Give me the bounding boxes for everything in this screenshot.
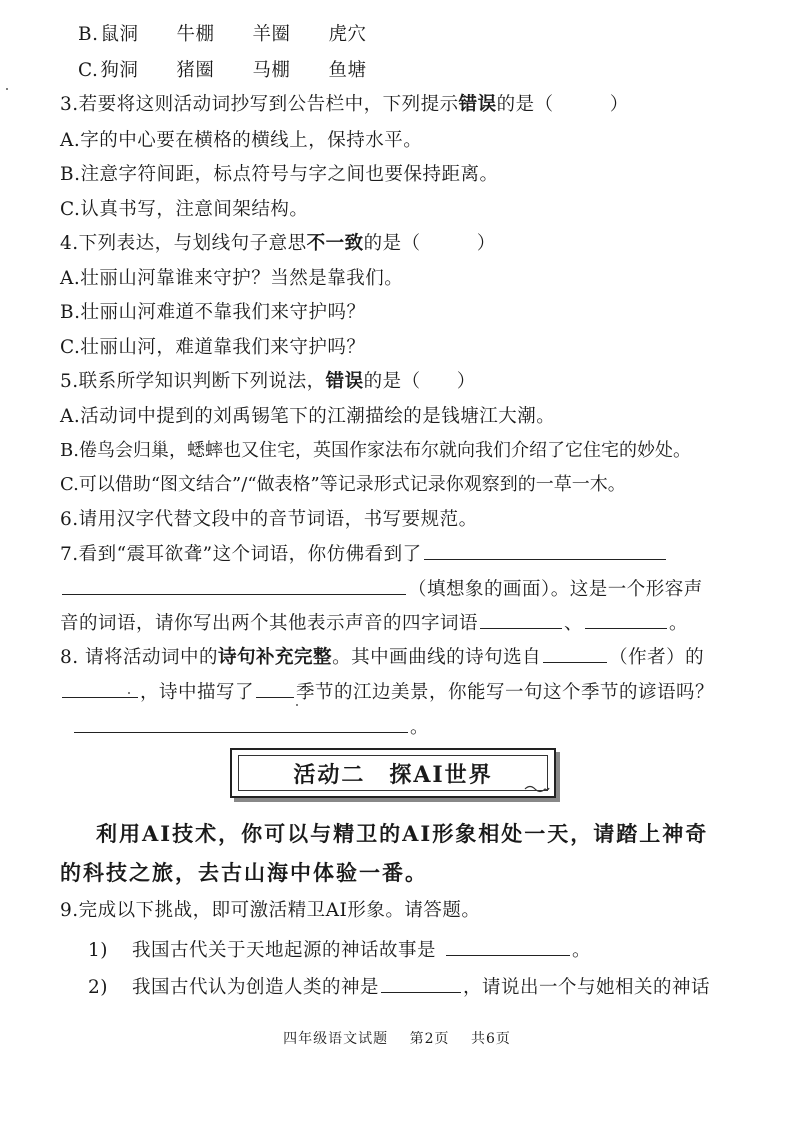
answer-blank[interactable]: [446, 937, 570, 956]
q3-option-a: A.字的中心要在横格的横线上，保持水平。: [60, 130, 423, 151]
answer-blank[interactable]: [62, 576, 406, 595]
activity-banner: [230, 748, 556, 798]
intro-line2: 的科技之旅，去古山海中体验一番。: [60, 860, 428, 885]
q3-stem: 3.若要将这则活动词抄写到公告栏中，下列提示错误的是（ ）: [60, 94, 629, 115]
q7-line3: 音的词语，请你写出两个其他表示声音的四字词语 、 。: [60, 610, 688, 637]
scan-speck: [296, 704, 298, 706]
q5-stem: 5.联系所学知识判断下列说法，错误的是（ ）: [60, 371, 476, 392]
q5-option-a: A.活动词中提到的刘禹锡笔下的江潮描绘的是钱塘江大潮。: [60, 406, 556, 427]
scroll-curl-icon: [524, 784, 550, 794]
banner-title: 活动二 探AI世界: [293, 762, 493, 788]
q4-option-c: C.壮丽山河，难道靠我们来守护吗？: [60, 337, 366, 358]
answer-blank[interactable]: [62, 679, 138, 698]
q4-stem: 4.下列表达，与划线句子意思不一致的是（ ）: [60, 233, 496, 254]
q9-stem: 9.完成以下挑战，即可激活精卫AI形象。请答题。: [60, 900, 481, 921]
q7-line1: 7.看到“震耳欲聋”这个词语，你仿佛看到了: [60, 541, 668, 568]
scan-speck: [6, 88, 8, 90]
q5-option-c: C.可以借助“图文结合”/“做表格”等记录形式记录你观察到的一草一木。: [60, 474, 626, 495]
q8-line2: ，诗中描写了 季节的江边美景，你能写一句这个季节的谚语吗？: [60, 679, 714, 706]
q4-option-b: B.壮丽山河难道不靠我们来守护吗？: [60, 302, 366, 323]
footer-title: 四年级语文试题: [283, 1031, 389, 1047]
q7-line2: （填想象的画面）。这是一个形容声: [60, 576, 703, 603]
q9-sub2: 2) 我国古代认为创造人类的神是 ，请说出一个与她相关的神话: [88, 974, 710, 1001]
scan-speck: [128, 692, 130, 694]
answer-blank[interactable]: [585, 610, 667, 629]
q3-option-c: C.认真书写，注意间架结构。: [60, 199, 309, 220]
answer-blank[interactable]: [381, 974, 461, 993]
answer-blank[interactable]: [480, 610, 562, 629]
q8-line3: 。: [72, 714, 429, 741]
answer-blank[interactable]: [256, 679, 294, 698]
footer-page: 第2页: [409, 1031, 450, 1047]
page-footer: [0, 1028, 794, 1048]
q2-option-c: C. 狗洞 猪圈 马棚 鱼塘: [78, 60, 367, 81]
answer-blank[interactable]: [424, 541, 666, 560]
q5-option-b: B.倦鸟会归巢，蟋蟀也又住宅，英国作家法布尔就向我们介绍了它住宅的妙处。: [60, 440, 691, 461]
q3-option-b: B.注意字符间距，标点符号与字之间也要保持距离。: [60, 164, 499, 185]
answer-blank[interactable]: [74, 714, 408, 733]
answer-blank[interactable]: [543, 644, 607, 663]
q2-option-b: B. 鼠洞 牛棚 羊圈 虎穴: [78, 24, 367, 45]
intro-line1: 利用AI技术，你可以与精卫的AI形象相处一天，请踏上神奇: [96, 821, 709, 846]
q8-line1: 8. 请将活动词中的诗句补充完整。其中画曲线的诗句选自 （作者）的: [60, 644, 704, 671]
footer-total: 共6页: [470, 1031, 511, 1047]
q6-stem: 6.请用汉字代替文段中的音节词语，书写要规范。: [60, 509, 478, 530]
q9-sub1: 1) 我国古代关于天地起源的神话故事是 。: [88, 937, 591, 964]
q4-option-a: A.壮丽山河靠谁来守护？当然是靠我们。: [60, 268, 404, 289]
